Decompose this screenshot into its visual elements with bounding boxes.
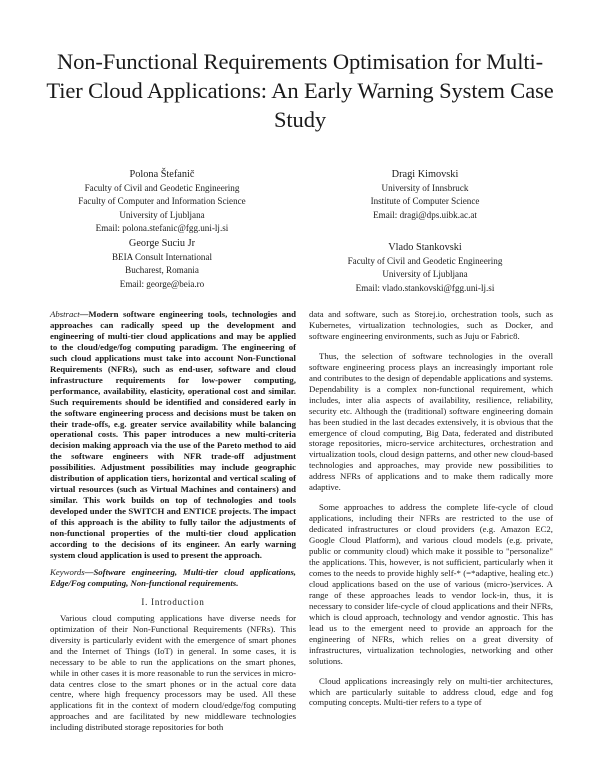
author-email: Email: polona.stefanic@fgg.uni-lj.si xyxy=(95,223,229,234)
author-affiliation: Faculty of Civil and Geodetic Engineering xyxy=(84,182,240,193)
abstract xyxy=(50,309,296,561)
paragraph: data and software, such as Storej.io, orchestration tools, such as Kubernetes, virtualization technologies, such as Docker, and software engineering environments, such as Juju or Fabric8. xyxy=(309,309,553,341)
author-name: Dragi Kimovski xyxy=(391,169,459,180)
author-email: Email: dragi@dps.uibk.ac.at xyxy=(373,209,477,220)
author-affiliation: Bucharest, Romania xyxy=(125,265,199,276)
keywords-label: Keywords xyxy=(50,566,85,577)
left-column xyxy=(50,309,296,733)
author-block-1 xyxy=(62,168,262,236)
author-block-2 xyxy=(345,168,505,222)
author-affiliation: University of Innsbruck xyxy=(381,182,469,193)
author-name: Polona Štefanič xyxy=(129,169,195,180)
right-column xyxy=(309,309,553,708)
abstract-text: —Modern software engineering tools, technologies and approaches can radically speed up the development and engineering of multi-tier cloud applications and may be applied to the cloud/edge/fog computing paradigm. The engineering of such cloud applications must take into account Non-Functional Requirements (NFRs), such as end-user, software and cloud infrastructure requirements for low-power computing, performance, availability, elasticity, operational cost and similar. Such requirements should be identified and considered early in the software engineering process and decisions must be taken on their trade-offs, e.g. greater service availability while balancing operational costs. This paper introduces a new multi-criteria decision making approach via the use of the Pareto method to aid the software engineers with NFR trade-off adjustment possibilities. Adjustment possibilities may include geographic distribution of application tiers, horizontal and vertical scaling of virtual resources (such as Virtual Machines and containers) and similar. This work builds on top of technologies and tools developed under the SWITCH and ENTICE projects. The impact of this approach is the ability to fully tailor the adjustments of non-functional properties of the multi-tier cloud application according to the decisions of its engineer. An early warning system cloud application is used to present the approach. xyxy=(50,309,296,560)
author-block-4 xyxy=(322,241,528,295)
author-email: Email: george@beia.ro xyxy=(119,278,205,289)
keywords xyxy=(50,567,296,589)
author-affiliation: BEIA Consult International xyxy=(111,251,213,262)
author-affiliation: University of Ljubljana xyxy=(119,209,205,220)
paragraph: Cloud applications increasingly rely on multi-tier architectures, which are particularly suitable to address cloud, edge and fog computing concepts. Multi-tier refers to a type of xyxy=(309,675,553,708)
author-affiliation: Faculty of Computer and Information Science xyxy=(78,196,246,207)
paragraph: Various cloud computing applications have diverse needs for optimization of their Non-Functional Requirements (NFRs). This diversity is particularly evident with the emergence of smart phones and the Internet of Things (IoT) in general. In some cases, it is necessary to be able to run the applications on the smart phones, while in other cases it is more reasonable to run the services in micro-data centres close to the smart phones or in the actual core data centre, where high frequency processors may be used. All these applications fit in the context of modern cloud/edge/fog computing approaches and are facilitated by new middleware technologies including distributed storage repositories for both xyxy=(50,612,296,733)
author-email: Email: vlado.stankovski@fgg.uni-lj.si xyxy=(355,282,495,293)
abstract-label: Abstract xyxy=(50,309,80,319)
paragraph: Thus, the selection of software technologies in the overall software engineering process plays an increasingly important role and contributes to the design of dependable applications and systems. Dependability is a complex non-functional requirement, which includes, inter alia aspects of availability, resilience, reliability, security etc. Although the (traditional) software engineering domain has been studied in the last decades extensively, it is obvious that the emergence of cloud computing, Big Data, federated and distributed storage repositories, micro-service architectures, orchestration and virtualization tools, cloud design patterns, and other new cloud-based technologies and approaches, may provide new possibilities to address NFRs of applications and to make them radically more adaptive. xyxy=(309,350,553,493)
author-name: Vlado Stankovski xyxy=(388,242,462,253)
author-affiliation: University of Ljubljana xyxy=(382,269,468,280)
author-affiliation: Faculty of Civil and Geodetic Engineering xyxy=(347,255,503,266)
author-name: George Suciu Jr xyxy=(128,238,196,249)
author-affiliation: Institute of Computer Science xyxy=(370,196,480,207)
paper-title: Non-Functional Requirements Optimisation for Multi-Tier Cloud Applications: An Early Warning System Case Study xyxy=(46,49,554,132)
paragraph: Some approaches to address the complete life-cycle of cloud applications, including their NFRs are restricted to the use of dedicated infrastructures or cloud providers (e.g. Amazon EC2, Google Cloud Platform), and various cloud models (e.g. private, public or community cloud) which make it possible to "personalize" the applications. This, however, is not sufficient, particularly when it comes to the needs to provide highly self-* (=*adaptive, healing etc.) cloud applications based on the use of various (micro-)services. A range of these approaches leads to vendor lock-in, thus, it is necessary to consider life-cycle of cloud applications and their NFRs, which is cloud approach, technology and vendor agnostic. This has lead us to the emergent need to provide an approach for the engineering of NFRs, which relies on a great diversity of infrastructures, virtualization technologies, networking and other solutions. xyxy=(309,502,553,666)
author-block-3 xyxy=(62,237,262,291)
section-heading: I. Introduction xyxy=(141,596,205,607)
keywords-text: —Software engineering, Multi-tier cloud applications, Edge/Fog computing, Non-functional requirements. xyxy=(50,566,296,588)
